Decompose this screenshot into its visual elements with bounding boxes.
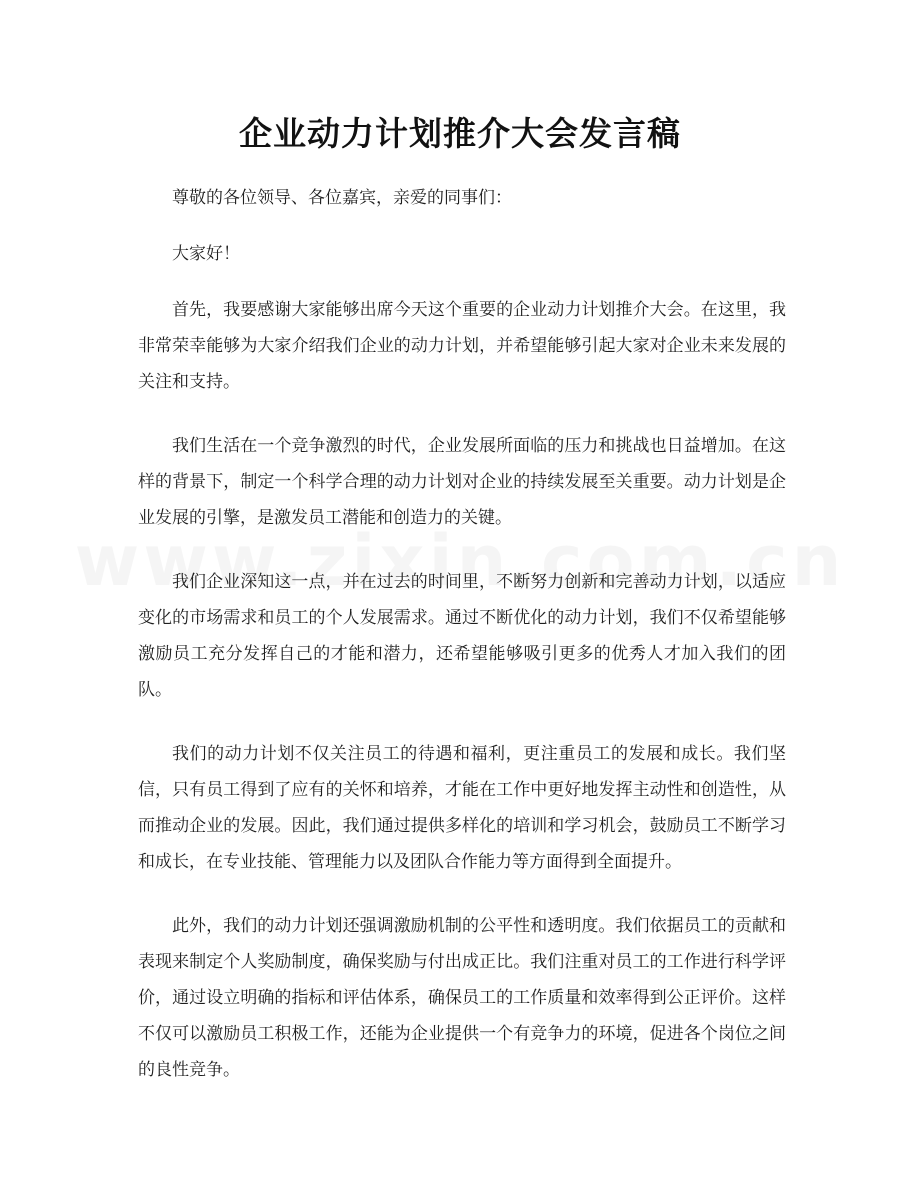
paragraph: 我们生活在一个竞争激烈的时代，企业发展所面临的压力和挑战也日益增加。在这样的背景下，制定一个科学合理的动力计划对企业的持续发展至关重要。动力计划是企业发展的引擎，是激发员工潜能和创造力的关键。 xyxy=(138,436,786,528)
paragraph: 首先，我要感谢大家能够出席今天这个重要的企业动力计划推介大会。在这里，我非常荣幸能够为大家介绍我们企业的动力计划，并希望能够引起大家对企业未来发展的关注和支持。 xyxy=(138,300,786,392)
paragraph-salutation: 尊敬的各位领导、各位嘉宾，亲爱的同事们： xyxy=(172,188,512,208)
paragraph: 我们企业深知这一点，并在过去的时间里，不断努力创新和完善动力计划，以适应变化的市场需求和员工的个人发展需求。通过不断优化的动力计划，我们不仅希望能够激励员工充分发挥自己的才能和潜力，还希望能够吸引更多的优秀人才加入我们的团队。 xyxy=(138,572,786,700)
paragraph-greeting: 大家好！ xyxy=(172,244,240,264)
paragraph: 我们的动力计划不仅关注员工的待遇和福利，更注重员工的发展和成长。我们坚信，只有员工得到了应有的关怀和培养，才能在工作中更好地发挥主动性和创造性，从而推动企业的发展。因此，我们通过提供多样化的培训和学习机会，鼓励员工不断学习和成长，在专业技能、管理能力以及团队合作能力等方面得到全面提升。 xyxy=(138,744,786,872)
document-title: 企业动力计划推介大会发言稿 xyxy=(239,114,681,153)
paragraph: 此外，我们的动力计划还强调激励机制的公平性和透明度。我们依据员工的贡献和表现来制定个人奖励制度，确保奖励与付出成正比。我们注重对员工的工作进行科学评价，通过设立明确的指标和评估体系，确保员工的工作质量和效率得到公正评价。这样不仅可以激励员工积极工作，还能为企业提供一个有竞争力的环境，促进各个岗位之间的良性竞争。 xyxy=(138,916,786,1080)
document-body xyxy=(138,180,786,1116)
